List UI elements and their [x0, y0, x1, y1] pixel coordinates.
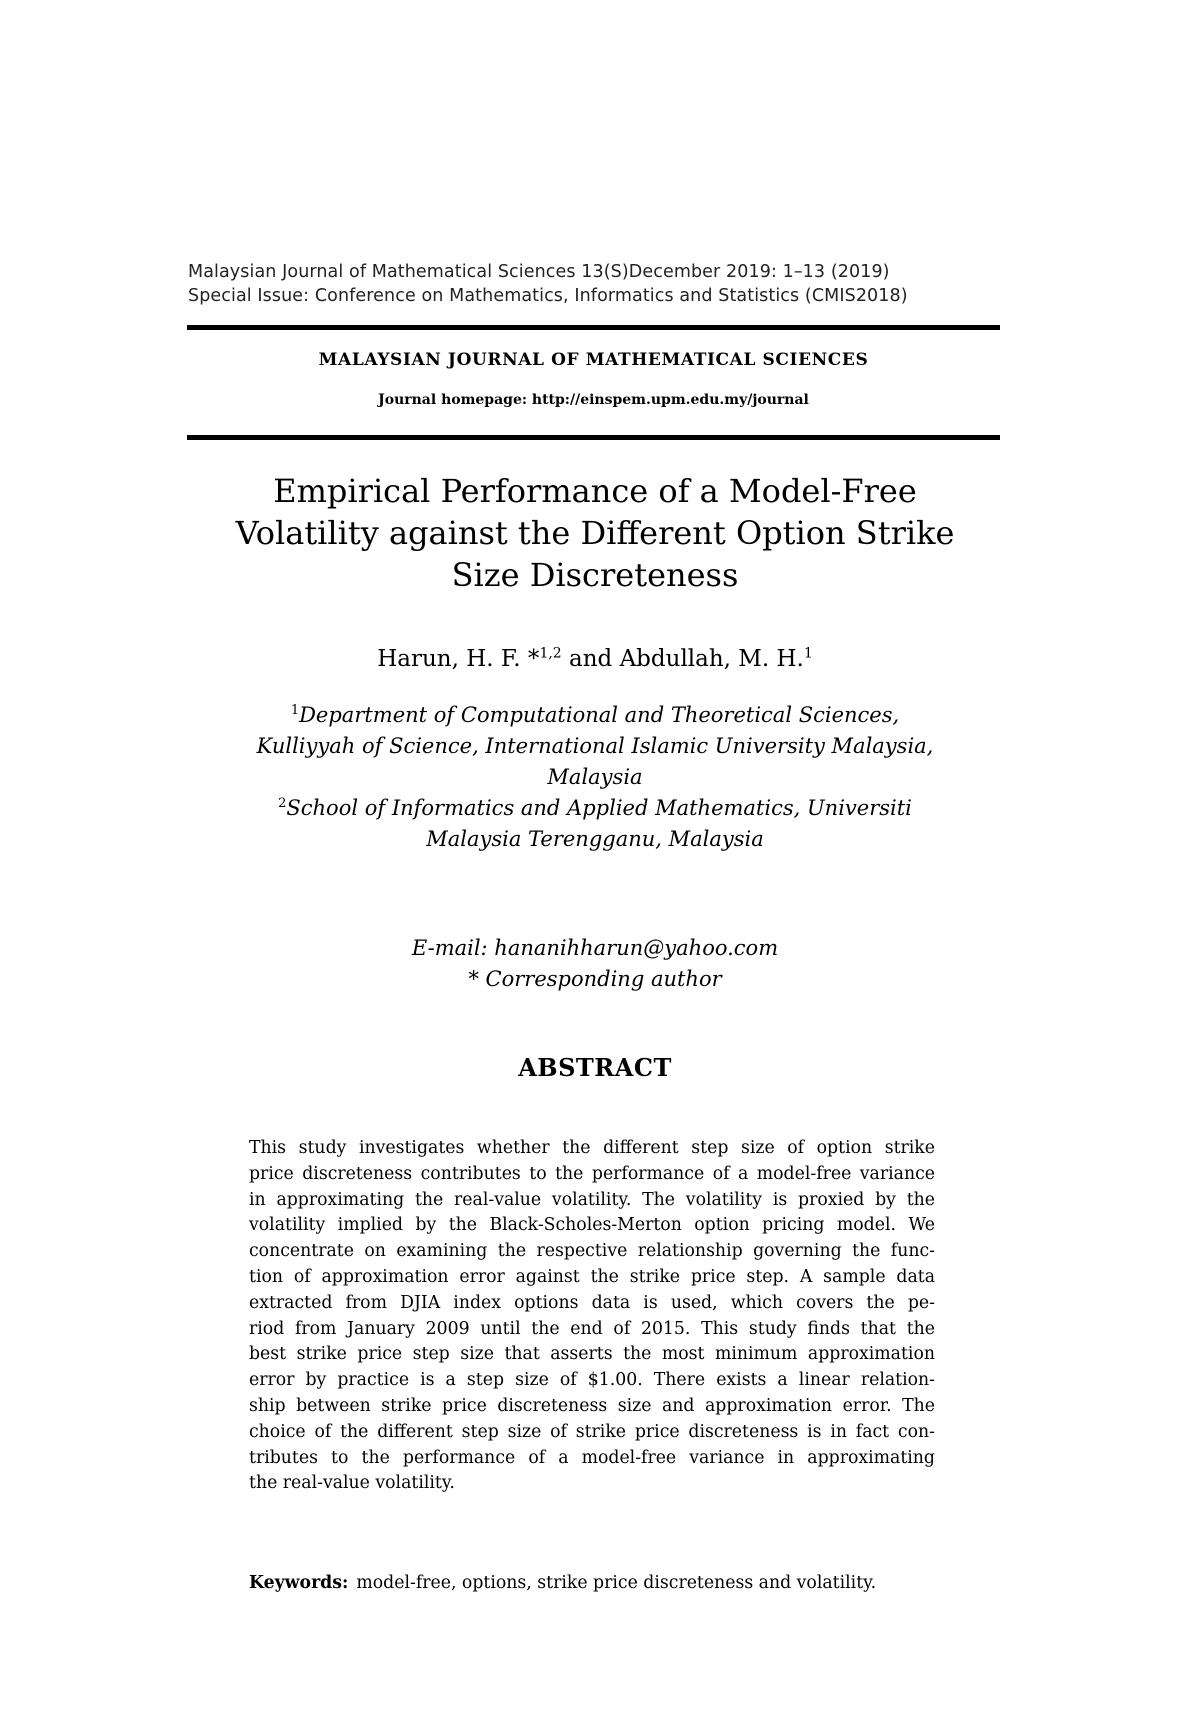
keywords — [249, 1570, 949, 1596]
abstract-heading: ABSTRACT — [518, 1053, 672, 1082]
abstract-line: tion of approximation error against the strike price step. A sample data — [249, 1266, 935, 1287]
author-name: Harun, H. F. * — [377, 646, 540, 672]
abstract-line: choice of the different step size of strike price discreteness is in fact con- — [249, 1421, 935, 1442]
title-line: Volatility against the Different Option Strike — [235, 514, 955, 552]
abstract-line: This study investigates whether the different step size of option strike — [249, 1138, 935, 1158]
affiliation-line: Malaysia Terengganu, Malaysia — [426, 827, 764, 851]
title-line: Empirical Performance of a Model-Free — [273, 472, 917, 510]
abstract-line: concentrate on examining the respective relationship governing the func- — [249, 1241, 935, 1262]
title-line: Size Discreteness — [451, 556, 739, 594]
top-rule — [187, 325, 1000, 330]
affiliation-line: $^2$School of Informatics and Applied Mathematics, Universiti — [278, 796, 912, 820]
abstract-line: error by practice is a step size of $1.00. There exists a linear relation- — [249, 1370, 935, 1391]
affiliation-line: $^1$Department of Computational and Theoretical Sciences, — [290, 703, 900, 727]
keywords-label: Keywords: — [249, 1573, 349, 1593]
corresponding-author-note: * Corresponding author — [468, 967, 722, 991]
affiliation-line: Kulliyyah of Science, International Islamic University Malaysia, — [256, 734, 934, 758]
affiliation-superscript: 1 — [290, 703, 300, 718]
bottom-rule — [187, 435, 1000, 440]
abstract-line: in approximating the real-value volatility. The volatility is proxied by the — [249, 1189, 935, 1210]
author-superscript: 1 — [803, 645, 813, 662]
journal-citation-header — [188, 260, 1008, 308]
abstract-line: extracted from DJIA index options data is used, which covers the pe- — [249, 1292, 935, 1313]
affiliation-line: Malaysia — [547, 765, 643, 789]
abstract-body — [249, 1136, 935, 1497]
author-email: E-mail: hananihharun@yahoo.com — [411, 936, 779, 960]
abstract-line: tributes to the performance of a model-free variance in approximating — [249, 1447, 935, 1468]
abstract-line: ship between strike price discreteness size and approximation error. The — [249, 1395, 935, 1416]
journal-name: MALAYSIAN JOURNAL OF MATHEMATICAL SCIENCES — [318, 350, 869, 370]
abstract-line: price discreteness contributes to the performance of a model-free variance — [249, 1163, 935, 1184]
citation-line-1: Malaysian Journal of Mathematical Sciences 13(S)December 2019: 1–13 (2019) — [188, 262, 890, 282]
author-superscript: 1,2 — [539, 645, 562, 662]
abstract-line: riod from January 2009 until the end of 2015. This study finds that the — [249, 1318, 935, 1339]
journal-homepage: Journal homepage: http://einspem.upm.edu.my/journal — [378, 392, 809, 408]
abstract-line: best strike price step size that asserts the most minimum approximation — [249, 1344, 935, 1365]
keywords-text: model-free, options, strike price discreteness and volatility. — [356, 1573, 877, 1593]
affiliation-superscript: 2 — [278, 796, 287, 811]
author-name: and Abdullah, M. H. — [561, 646, 804, 672]
abstract-line: the real-value volatility. — [249, 1473, 455, 1494]
citation-line-2: Special Issue: Conference on Mathematics, Informatics and Statistics (CMIS2018) — [188, 286, 908, 306]
author-list — [150, 644, 1040, 674]
affiliations — [150, 700, 1040, 855]
paper-title — [150, 470, 1040, 596]
contact-block — [150, 933, 1040, 995]
abstract-line: volatility implied by the Black-Scholes-Merton option pricing model. We — [249, 1215, 935, 1236]
